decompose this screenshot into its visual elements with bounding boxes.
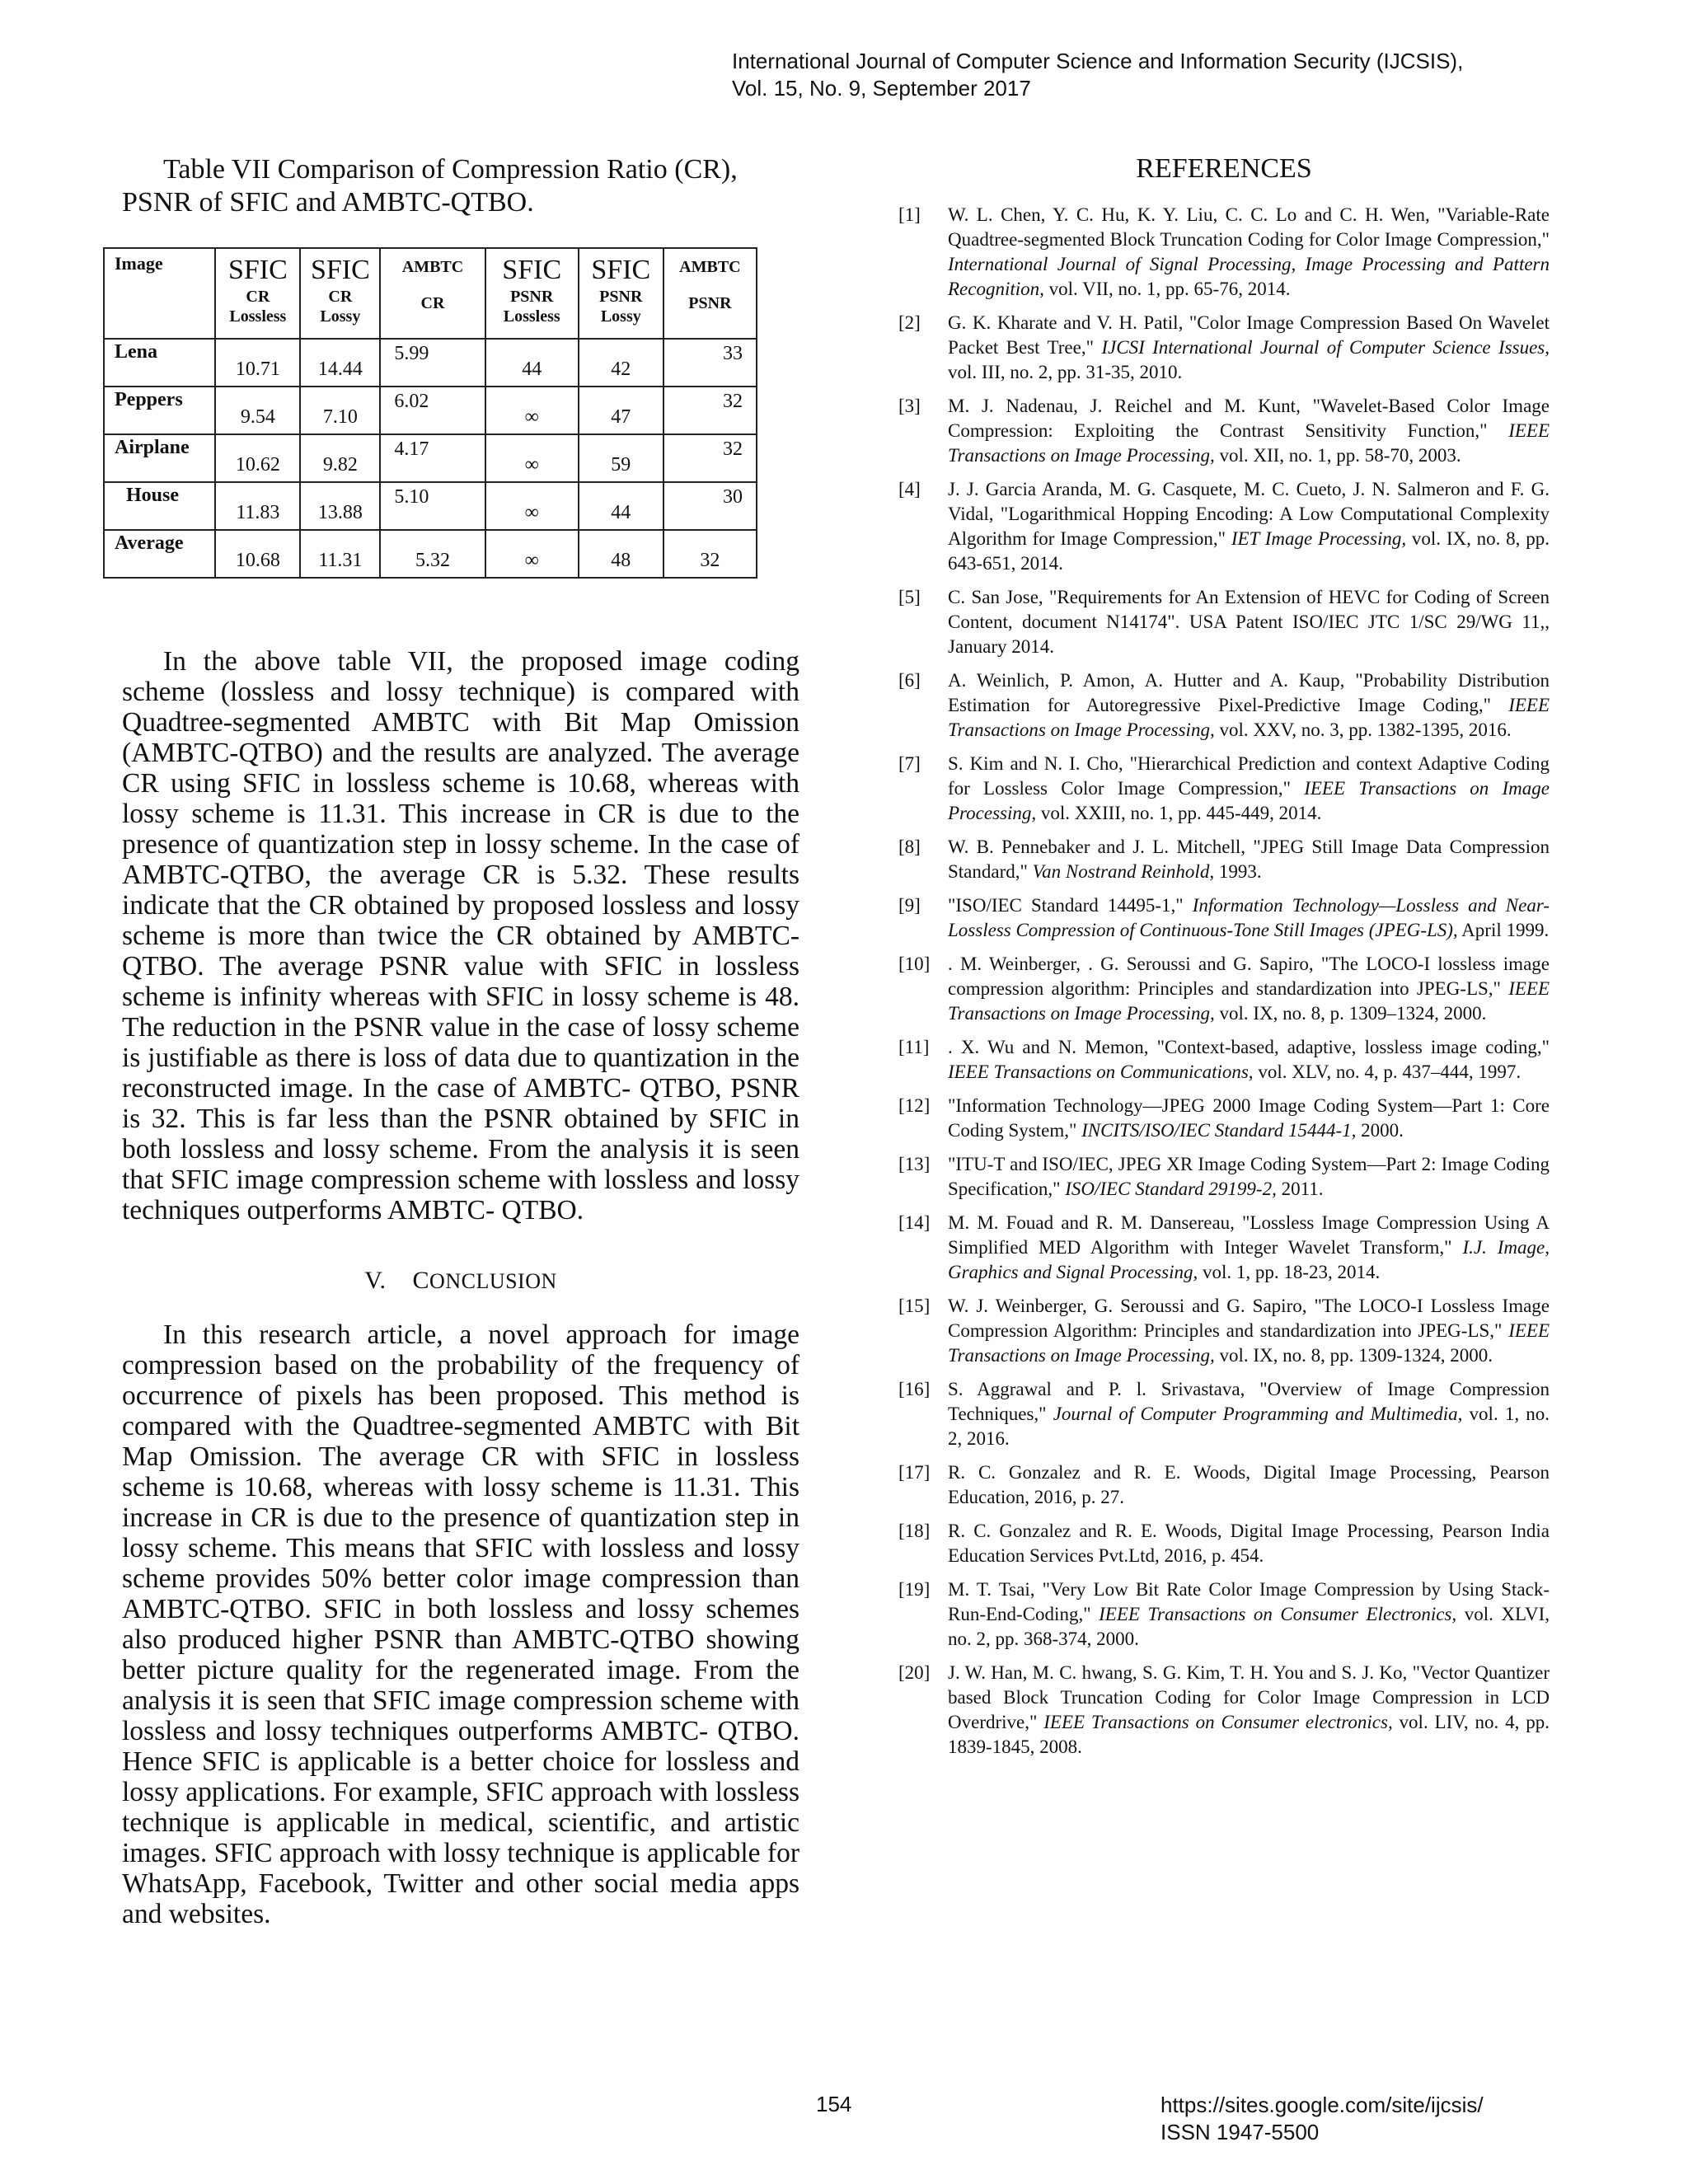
reference-item: [4] J. J. Garcia Aranda, M. G. Casquete, M. C. Cueto, J. N. Salmeron and F. G. Vidal, "Logarithmical Hopping Encoding: A Low Computational Complexity Algorithm for Image Compression," IET Image Processing, vol. IX, no. 8, pp. 643-651, 2014. [898,479,1550,574]
row-label: House [104,482,215,530]
table-row [104,482,757,530]
cell-ambtc-psnr: 32 [663,434,757,482]
reference-list [898,203,1550,1760]
table-header-row [104,248,757,339]
right-column [898,153,1550,1769]
reference-number: [2] [898,312,921,333]
cell-ambtc-cr: 5.32 [380,530,485,578]
page-number: 154 [816,2092,852,2116]
journal-title: International Journal of Computer Science and Information Security (IJCSIS), [732,49,1464,73]
cell-sfic-cr-lossy: 7.10 [300,387,380,434]
reference-item: [3] M. J. Nadenau, J. Reichel and M. Kunt, "Wavelet-Based Color Image Compression: Exploiting the Contrast Sensitivity Function," IEEE Transactions on Image Processing, vol. XII, no. 1, pp. 58-70, 2003. [898,396,1550,466]
cell-sfic-cr-lossy: 14.44 [300,339,380,387]
reference-item: [6] A. Weinlich, P. Amon, A. Hutter and A. Kaup, "Probability Distribution Estimation for Autoregressive Pixel-Predictive Image Coding," IEEE Transactions on Image Processing, vol. XXV, no. 3, pp. 1382-1395, 2016. [898,670,1550,740]
cell-sfic-psnr-lossless: ∞ [485,434,579,482]
comparison-table [103,247,757,579]
journal-header [732,48,1463,102]
reference-number: [1] [898,204,921,225]
journal-volume: Vol. 15, No. 9, September 2017 [732,76,1031,101]
reference-item: [1] W. L. Chen, Y. C. Hu, K. Y. Liu, C. C. Lo and C. H. Wen, "Variable-Rate Quadtree-segmented Block Truncation Coding for Color Image Compression," International Journal of Signal Processing, Image Processing and Pattern Recognition, vol. VII, no. 1, pp. 65-76, 2014. [898,204,1550,299]
header-image: Image [104,248,215,339]
reference-item: [16] S. Aggrawal and P. l. Srivastava, "Overview of Image Compression Techniques," Journal of Computer Programming and Multimedia, vol. 1, no. 2, 2016. [898,1379,1550,1449]
section-title-rest: ONCLUSION [429,1269,557,1293]
cell-sfic-psnr-lossy: 48 [579,530,663,578]
cell-ambtc-psnr: 32 [663,530,757,578]
cell-ambtc-psnr: 32 [663,387,757,434]
reference-number: [15] [898,1296,931,1316]
reference-item: [2] G. K. Kharate and V. H. Patil, "Color Image Compression Based On Wavelet Packet Best Tree," IJCSI International Journal of Computer Science Issues, vol. III, no. 2, pp. 31-35, 2010. [898,312,1550,382]
reference-number: [13] [898,1154,931,1174]
header-ambtc-psnr: AMBTC PSNR [663,248,757,339]
reference-number: [4] [898,479,921,499]
section-title [413,1267,557,1294]
reference-number: [18] [898,1521,931,1541]
cell-sfic-cr-lossless: 10.62 [215,434,300,482]
cell-sfic-cr-lossy: 11.31 [300,530,380,578]
cell-ambtc-psnr: 30 [663,482,757,530]
cell-sfic-psnr-lossy: 59 [579,434,663,482]
reference-item: [10] . M. Weinberger, . G. Seroussi and G. Sapiro, "The LOCO-I lossless image compression algorithm: Principles and standardization into JPEG-LS," IEEE Transactions on Image Processing, vol. IX, no. 8, p. 1309–1324, 2000. [898,954,1550,1024]
cell-ambtc-cr: 6.02 [380,387,485,434]
reference-number: [3] [898,396,921,416]
reference-item: [8] W. B. Pennebaker and J. L. Mitchell, "JPEG Still Image Data Compression Standard," Van Nostrand Reinhold, 1993. [898,837,1550,882]
cell-sfic-psnr-lossy: 47 [579,387,663,434]
cell-sfic-cr-lossless: 11.83 [215,482,300,530]
reference-number: [7] [898,753,921,774]
reference-number: [12] [898,1095,931,1116]
table-caption: Table VII Comparison of Compression Ratio (CR), PSNR of SFIC and AMBTC-QTBO. [122,154,738,218]
reference-number: [20] [898,1662,931,1683]
reference-number: [6] [898,670,921,691]
table-row [104,530,757,578]
header-sfic-psnr-lossy: SFIC PSNR Lossy [579,248,663,339]
table-row [104,434,757,482]
conclusion-paragraph: In this research article, a novel approach for image compression based on the probability of the frequency of occurrence of pixels has been proposed. This method is compared with the Quadtree-segmented AMBTC with Bit Map Omission. The average CR with SFIC in lossless scheme is 10.68, whereas with lossy scheme is 11.31. This increase in CR is due to the presence of quantization step in lossy scheme. This means that SFIC with lossless and lossy scheme provides 50% better color image compression than AMBTC-QTBO. SFIC in both lossless and lossy schemes also produced higher PSNR than AMBTC-QTBO showing better picture quality for the regenerated image. From the analysis it is seen that SFIC image compression scheme with lossless and lossy techniques outperforms AMBTC- QTBO. Hence SFIC is applicable is a better choice for lossless and lossy applications. For example, SFIC approach with lossless technique is applicable in medical, scientific, and artistic images. SFIC approach with lossy technique is applicable for WhatsApp, Facebook, Twitter and other social media apps and websites. [122,1319,799,1929]
reference-item: [18] R. C. Gonzalez and R. E. Woods, Digital Image Processing, Pearson India Education Services Pvt.Ltd, 2016, p. 454. [898,1521,1550,1566]
cell-ambtc-cr: 5.10 [380,482,485,530]
reference-number: [19] [898,1579,931,1600]
reference-number: [9] [898,895,921,916]
reference-item: [9] "ISO/IEC Standard 14495-1," Information Technology—Lossless and Near-Lossless Compression of Continuous-Tone Still Images (JPEG-LS), April 1999. [898,895,1550,940]
table-row [104,339,757,387]
issn: ISSN 1947-5500 [1160,2120,1320,2144]
reference-number: [11] [898,1037,930,1057]
row-label: Peppers [104,387,215,434]
reference-number: [8] [898,837,921,857]
table-row [104,387,757,434]
references-heading: REFERENCES [1136,153,1312,184]
header-sfic-psnr-lossless: SFIC PSNR Lossless [485,248,579,339]
conclusion-heading [122,1267,799,1295]
reference-number: [10] [898,954,931,974]
cell-sfic-psnr-lossless: ∞ [485,387,579,434]
cell-sfic-cr-lossless: 10.68 [215,530,300,578]
left-column [115,153,799,1929]
cell-ambtc-cr: 5.99 [380,339,485,387]
header-sfic-cr-lossy: SFIC CR Lossy [300,248,380,339]
reference-item: [14] M. M. Fouad and R. M. Dansereau, "Lossless Image Compression Using A Simplified MED Algorithm with Integer Wavelet Transform," I.J. Image, Graphics and Signal Processing, vol. 1, pp. 18-23, 2014. [898,1212,1550,1282]
row-label: Lena [104,339,215,387]
row-label: Airplane [104,434,215,482]
cell-sfic-cr-lossy: 9.82 [300,434,380,482]
reference-item: [17] R. C. Gonzalez and R. E. Woods, Digital Image Processing, Pearson Education, 2016, p. 27. [898,1462,1550,1507]
cell-sfic-cr-lossless: 10.71 [215,339,300,387]
cell-sfic-psnr-lossless: ∞ [485,482,579,530]
reference-item: [13] "ITU-T and ISO/IEC, JPEG XR Image Coding System—Part 2: Image Coding Specification," ISO/IEC Standard 29199-2, 2011. [898,1154,1550,1199]
reference-item: [7] S. Kim and N. I. Cho, "Hierarchical Prediction and context Adaptive Coding for Lossless Color Image Compression," IEEE Transactions on Image Processing, vol. XXIII, no. 1, pp. 445-449, 2014. [898,753,1550,823]
reference-item: [15] W. J. Weinberger, G. Seroussi and G. Sapiro, "The LOCO-I Lossless Image Compression Algorithm: Principles and standardization into JPEG-LS," IEEE Transactions on Image Processing, vol. IX, no. 8, pp. 1309-1324, 2000. [898,1296,1550,1366]
reference-number: [16] [898,1379,931,1399]
reference-number: [5] [898,587,921,607]
analysis-paragraph: In the above table VII, the proposed image coding scheme (lossless and lossy technique) is compared with Quadtree-segmented AMBTC with Bit Map Omission (AMBTC-QTBO) and the results are analyzed. The average CR using SFIC in lossless scheme is 10.68, whereas with lossy scheme is 11.31. This increase in CR is due to the presence of quantization step in lossy scheme. In the case of AMBTC-QTBO, the average CR is 5.32. These results indicate that the CR obtained by proposed lossless and lossy scheme is more than twice the CR obtained by AMBTC-QTBO. The average PSNR value with SFIC in lossless scheme is infinity whereas with SFIC in lossy scheme is 48. The reduction in the PSNR value in the case of lossy scheme is justifiable as there is loss of data due to quantization in the reconstructed image. In the case of AMBTC- QTBO, PSNR is 32. This is far less than the PSNR obtained by SFIC in both lossless and lossy scheme. From the analysis it is seen that SFIC image compression scheme with lossless and lossy techniques outperforms AMBTC- QTBO. [122,646,799,1226]
reference-number: [17] [898,1462,931,1483]
cell-sfic-cr-lossy: 13.88 [300,482,380,530]
cell-sfic-psnr-lossless: ∞ [485,530,579,578]
cell-sfic-cr-lossless: 9.54 [215,387,300,434]
journal-url: https://sites.google.com/site/ijcsis/ [1160,2093,1484,2117]
cell-ambtc-psnr: 33 [663,339,757,387]
cell-sfic-psnr-lossy: 42 [579,339,663,387]
reference-item: [11] . X. Wu and N. Memon, "Context-based, adaptive, lossless image coding," IEEE Transactions on Communications, vol. XLV, no. 4, p. 437–444, 1997. [898,1037,1550,1082]
reference-item: [19] M. T. Tsai, "Very Low Bit Rate Color Image Compression by Using Stack-Run-End-Coding," IEEE Transactions on Consumer Electronics, vol. XLVI, no. 2, pp. 368-374, 2000. [898,1579,1550,1649]
cell-sfic-psnr-lossy: 44 [579,482,663,530]
footer-info [1160,2092,1484,2146]
reference-item: [5] C. San Jose, "Requirements for An Extension of HEVC for Coding of Screen Content, document N14174". USA Patent ISO/IEC JTC 1/SC 29/WG 11,, January 2014. [898,587,1550,657]
section-number: V. [364,1267,387,1294]
cell-sfic-psnr-lossless: 44 [485,339,579,387]
reference-item: [20] J. W. Han, M. C. hwang, S. G. Kim, T. H. You and S. J. Ko, "Vector Quantizer based Block Truncation Coding for Color Image Compression in LCD Overdrive," IEEE Transactions on Consumer electronics, vol. LIV, no. 4, pp. 1839-1845, 2008. [898,1662,1550,1757]
cell-ambtc-cr: 4.17 [380,434,485,482]
reference-item: [12] "Information Technology—JPEG 2000 Image Coding System—Part 1: Core Coding System," INCITS/ISO/IEC Standard 15444-1, 2000. [898,1095,1550,1141]
reference-number: [14] [898,1212,931,1233]
row-label: Average [104,530,215,578]
section-title-first-letter: C [412,1267,430,1294]
header-sfic-cr-lossless: SFIC CR Lossless [215,248,300,339]
header-ambtc-cr: AMBTC CR [380,248,485,339]
